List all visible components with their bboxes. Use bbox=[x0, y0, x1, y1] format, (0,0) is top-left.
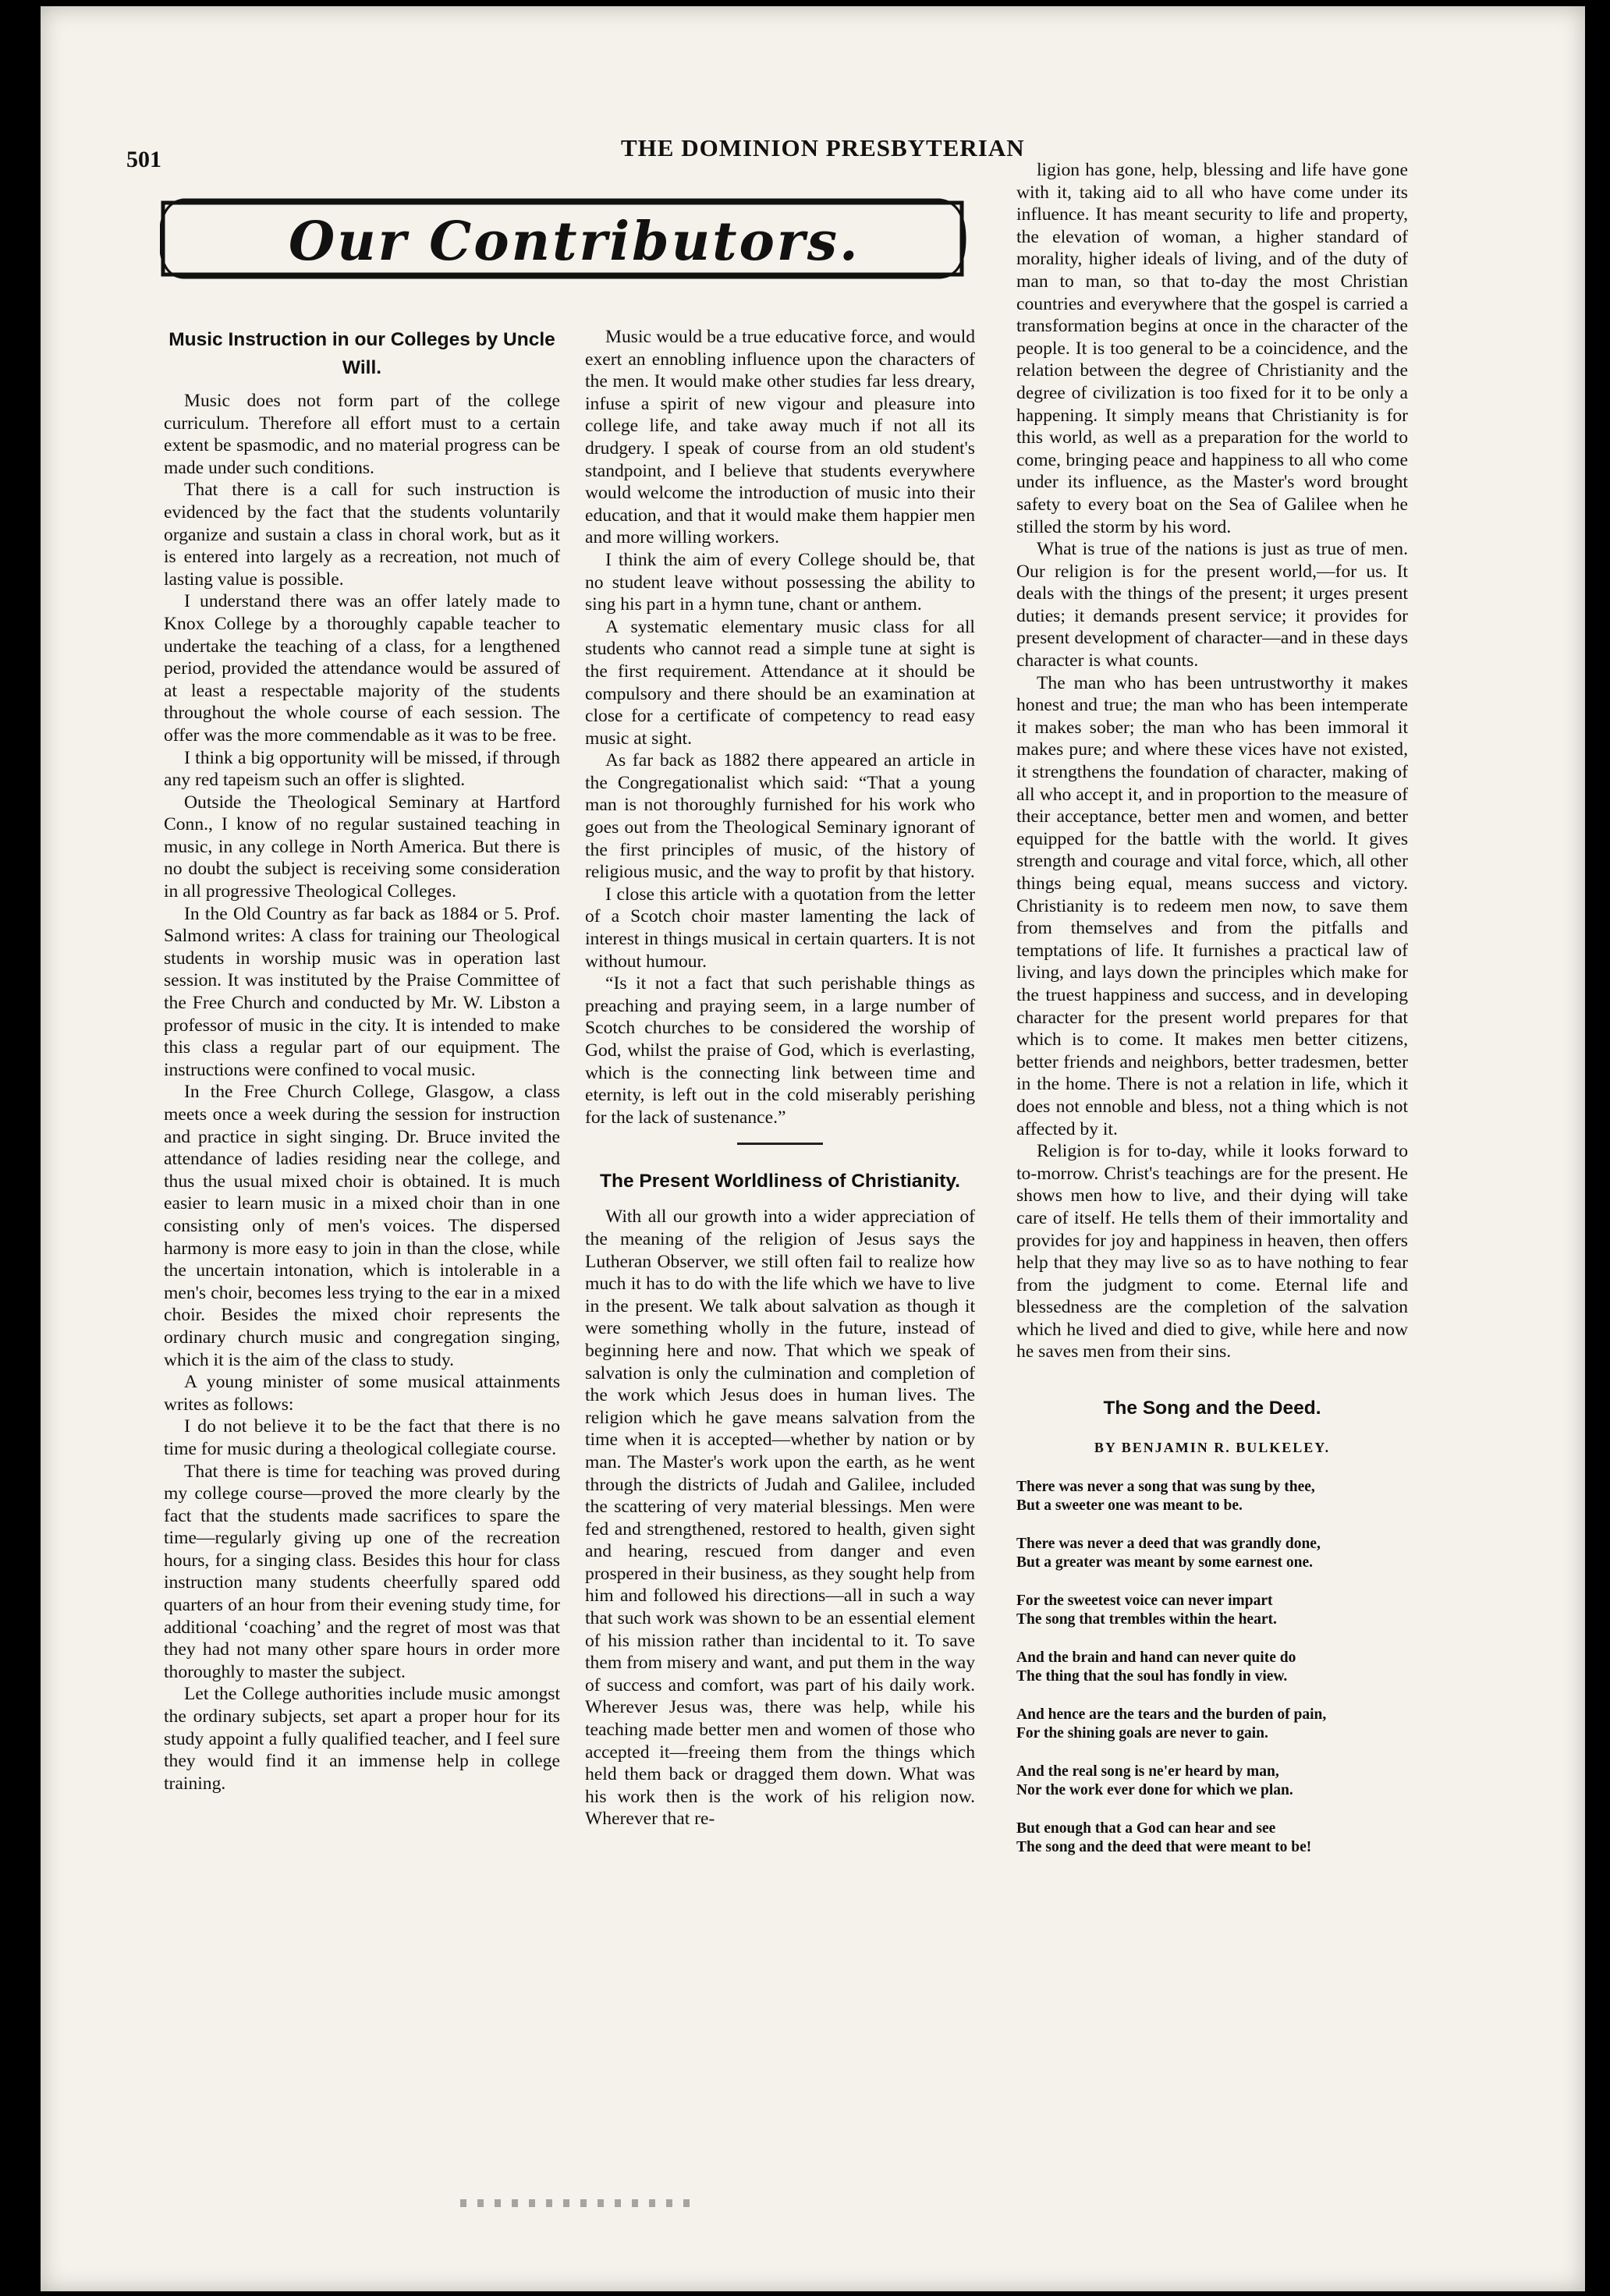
section-divider bbox=[737, 1143, 823, 1145]
poem-stanza bbox=[1016, 1819, 1408, 1857]
poem-line: And the brain and hand can never quite do bbox=[1016, 1649, 1296, 1666]
poem-line: For the sweetest voice can never impart bbox=[1016, 1592, 1273, 1609]
paragraph: In the Free Church College, Glasgow, a class meets once a week during the session for instruction and practice in sight singing. Dr. Bruce invited the attendance of ladies residing near the college, and thus the usual mixed choir is obtained. It is much easier to learn music in a mixed choir than in one consisting only of men's voices. The dispersed harmony is more easy to join in than the close, while the uncertain intonation, which is intolerable in a men's choir, becomes less trying to the ear in a mixed choir. Besides the mixed choir represents the ordinary church music and congregation singing, which it is the aim of the class to study. bbox=[164, 1082, 560, 1370]
paragraph: What is true of the nations is just as true of men. Our religion is for the present world,—for us. It deals with the things of the present; it urges present duties; it demands present service; it provides for present development of character—and in these days character is what counts. bbox=[1016, 539, 1408, 671]
paragraph: Music would be a true educative force, and would exert an ennobling influence upon the characters of the men. It would make other studies far less dreary, infuse a spirit of new vigour and pleasure into college life, and take away much if not all its drudgery. I speak of course from an old student's standpoint, and I believe that students everywhere would welcome the introduction of music into their education, and that it would make them happier men and more willing workers. bbox=[585, 327, 975, 548]
paragraph: Outside the Theological Seminary at Hartford Conn., I know of no regular sustained teaching in music, in any college in North America. But there is no doubt the subject is receiving some consideration in all progressive Theological Colleges. bbox=[164, 792, 560, 902]
paragraph: A systematic elementary music class for all students who cannot read a simple tune at sight is the first requirement. Attendance at it should be compulsory and there should be an examination at close for a certificate of competency to read easy music at sight. bbox=[585, 616, 975, 749]
poem-line: There was never a song that was sung by thee, bbox=[1016, 1478, 1315, 1495]
paragraph: I close this article with a quotation from the letter of a Scotch choir master lamenting the lack of interest in things musical in certain quarters. It is not without humour. bbox=[585, 884, 975, 972]
paragraph: That there is a call for such instruction is evidenced by the fact that the students voluntarily organize and sustain a class in choral work, but as it is entered into largely as a recreation, not much of lasting value is possible. bbox=[164, 480, 560, 590]
column-1 bbox=[164, 326, 560, 1795]
poem-line: Nor the work ever done for which we plan. bbox=[1016, 1781, 1293, 1798]
paragraph: I do not believe it to be the fact that there is no time for music during a theological collegiate course. bbox=[164, 1416, 560, 1459]
paragraph: A young minister of some musical attainments writes as follows: bbox=[164, 1372, 560, 1415]
print-smudge bbox=[460, 2199, 694, 2207]
paragraph: Religion is for to-day, while it looks forward to to-morrow. Christ's teachings are for the present. He shows men how to live, and their dying will take care of itself. He tells them of their immortality and provides for joy and happiness in heaven, then offers help that they may live so as to have nothing to fear from the judgment to come. Eternal life and blessedness are the completion of the salvation which he lived and died to give, while here and now he saves men from their sins. bbox=[1016, 1141, 1408, 1362]
poem-line: The thing that the soul has fondly in view. bbox=[1016, 1667, 1288, 1685]
poem-stanza bbox=[1016, 1649, 1408, 1686]
poem-line: And hence are the tears and the burden of pain, bbox=[1016, 1706, 1327, 1723]
paragraph: In the Old Country as far back as 1884 or 5. Prof. Salmond writes: A class for training our Theological students in worship music was in operation last session. It was instituted by the Praise Committee of the Free Church and conducted by Mr. W. Libston a professor of music in the city. It is intended to make this class a regular part of our equipment. The instructions were confined to vocal music. bbox=[164, 903, 560, 1080]
paragraph: The man who has been untrustworthy it makes honest and true; the man who has been intemperate it makes sober; the man who has been immoral it makes pure; and where these vices have not existed, it strengthens the foundation of character, making of all who accept it, and in proportion to the measure of their acceptance, better men and women, and better equipped for the battle with the world. It gives strength and courage and vital force, which, all other things being equal, means success and victory. Christianity is to redeem men now, to save them from themselves and from the pitfalls and temptations of life. It furnishes a practical law of living, and lays down the principles which make for the truest happiness and success, and in developing character for the present world prepares for that which is to come. It makes men better citizens, better friends and neighbors, better tradesmen, better in the home. There is not a relation in life, which it does not ennoble and bless, not a thing which is not affected by it. bbox=[1016, 672, 1408, 1139]
poem-line: But a sweeter one was meant to be. bbox=[1016, 1497, 1243, 1514]
paragraph: With all our growth into a wider appreciation of the meaning of the religion of Jesus says the Lutheran Observer, we still often fail to realize how much it has to do with the life which we have to live in the present. We talk about salvation as though it were something wholly in the future, instead of beginning here and now. That which we speak of salvation is only the culmination and completion of the work which Jesus does in human lives. The religion which he gave means salvation from the time when it is accepted—whether by nation or by man. The Master's work upon the earth, as he went through the districts of Judah and Galilee, included the scattering of very material blessings. Men were fed and strengthened, restored to health, given sight and hearing, rescued from danger and even prospered in their business, as they sought help from him and followed his directions—all in such a way that such work was shown to be an essential element of his mission rather than incidental to it. To save them from misery and want, and put them in the way of success and comfort, was part of his daily work. Wherever Jesus was, there was help, while his teaching made better men and women of those who accepted it—freeing them from the things which held them back or dragged them down. What was his work then is the work of his religion now. Wherever that re- bbox=[585, 1206, 975, 1830]
paragraph: I think a big opportunity will be missed, if through any red tapeism such an offer is slighted. bbox=[164, 747, 560, 791]
poem-body bbox=[1016, 1478, 1408, 1857]
paragraph: Music does not form part of the college curriculum. Therefore all effort must to a certain extent be spasmodic, and no material progress can be made under such conditions. bbox=[164, 391, 560, 478]
poem-line: But enough that a God can hear and see bbox=[1016, 1819, 1276, 1837]
poem-byline: BY BENJAMIN R. BULKELEY. bbox=[1094, 1440, 1331, 1456]
poem-stanza bbox=[1016, 1478, 1408, 1515]
paragraph: As far back as 1882 there appeared an article in the Congregationalist which said: “That a young man is not thoroughly furnished for his work who goes out from the Theological Seminary ignorant of the first principles of music, of the history of religious music, and the way to profit by that history. bbox=[585, 750, 975, 883]
article-title: Music Instruction in our Colleges by Uncle Will. bbox=[168, 329, 555, 378]
poem-stanza bbox=[1016, 1535, 1408, 1572]
column-2 bbox=[585, 326, 975, 1830]
paragraph: Let the College authorities include music amongst the ordinary subjects, set apart a proper hour for its study appoint a fully qualified teacher, and I feel sure they would find it an immense help in college training. bbox=[164, 1684, 560, 1794]
paragraph: “Is it not a fact that such perishable things as preaching and praying seem, in a large number of Scotch churches to be considered the worship of God, whilst the praise of God, which is everlasting, which is the connecting link between time and eternity, is left out in the cold miserably perishing for the lack of sustenance.” bbox=[585, 973, 975, 1128]
paragraph: I think the aim of every College should be, that no student leave without possessing the ability to sing his part in a hymn tune, chant or anthem. bbox=[585, 549, 975, 615]
poem-line: The song that trembles within the heart. bbox=[1016, 1610, 1277, 1628]
poem-line: And the real song is ne'er heard by man, bbox=[1016, 1763, 1279, 1780]
publication-header: THE DOMINION PRESBYTERIAN bbox=[621, 134, 1025, 161]
poem-title: The Song and the Deed. bbox=[1103, 1398, 1321, 1419]
paragraph: That there is time for teaching was proved during my college course—proved the more clearly by the fact that the students made sacrifices to spare the time—regularly giving up one of the recreation hours, for a singing class. Besides this hour for class instruction many students cheerfully spared odd quarters of an hour from their evening study time, for additional ‘coaching’ and the regret of most was that they had not many other spare hours in order more thoroughly to master the subject. bbox=[164, 1461, 560, 1682]
poem-line: There was never a deed that was grandly done, bbox=[1016, 1535, 1321, 1552]
page-number: 501 bbox=[126, 147, 161, 172]
poem-line: For the shining goals are never to gain. bbox=[1016, 1724, 1268, 1741]
poem-stanza bbox=[1016, 1706, 1408, 1743]
poem-line: But a greater was meant by some earnest one. bbox=[1016, 1554, 1314, 1571]
poem-stanza bbox=[1016, 1592, 1408, 1629]
poem-stanza bbox=[1016, 1763, 1408, 1800]
paragraph: I understand there was an offer lately made to Knox College by a thoroughly capable teacher to undertake the teaching of a class, for a lengthened period, provided the attendance would be assured of at least a respectable majority of the students throughout the whole course of each session. The offer was the more commendable as it was to be free. bbox=[164, 591, 560, 746]
column-3 bbox=[1016, 159, 1408, 1876]
article-title: The Present Worldliness of Christianity. bbox=[600, 1171, 960, 1192]
paragraph: ligion has gone, help, blessing and life have gone with it, taking aid to all who have come under its influence. It has meant security to life and property, the elevation of woman, a higher standard of morality, higher ideals of living, and of the duty of man to man, so that to-day the most Christian countries and everywhere that the gospel is carried a transformation begins at once in the character of the people. It is too general to be a coincidence, and the relation between the degree of Christianity and the degree of civilization is too fixed for it to be only a happening. It simply means that Christianity is for this world, as well as a preparation for the world to come, bringing peace and happiness to all who come under its influence, as the Master's word brought safety to every boat on the Sea of Galilee when he stilled the storm by his word. bbox=[1016, 160, 1408, 537]
poem-line: The song and the deed that were meant to be! bbox=[1016, 1838, 1312, 1855]
section-banner-title: Our Contributors. bbox=[289, 211, 860, 273]
